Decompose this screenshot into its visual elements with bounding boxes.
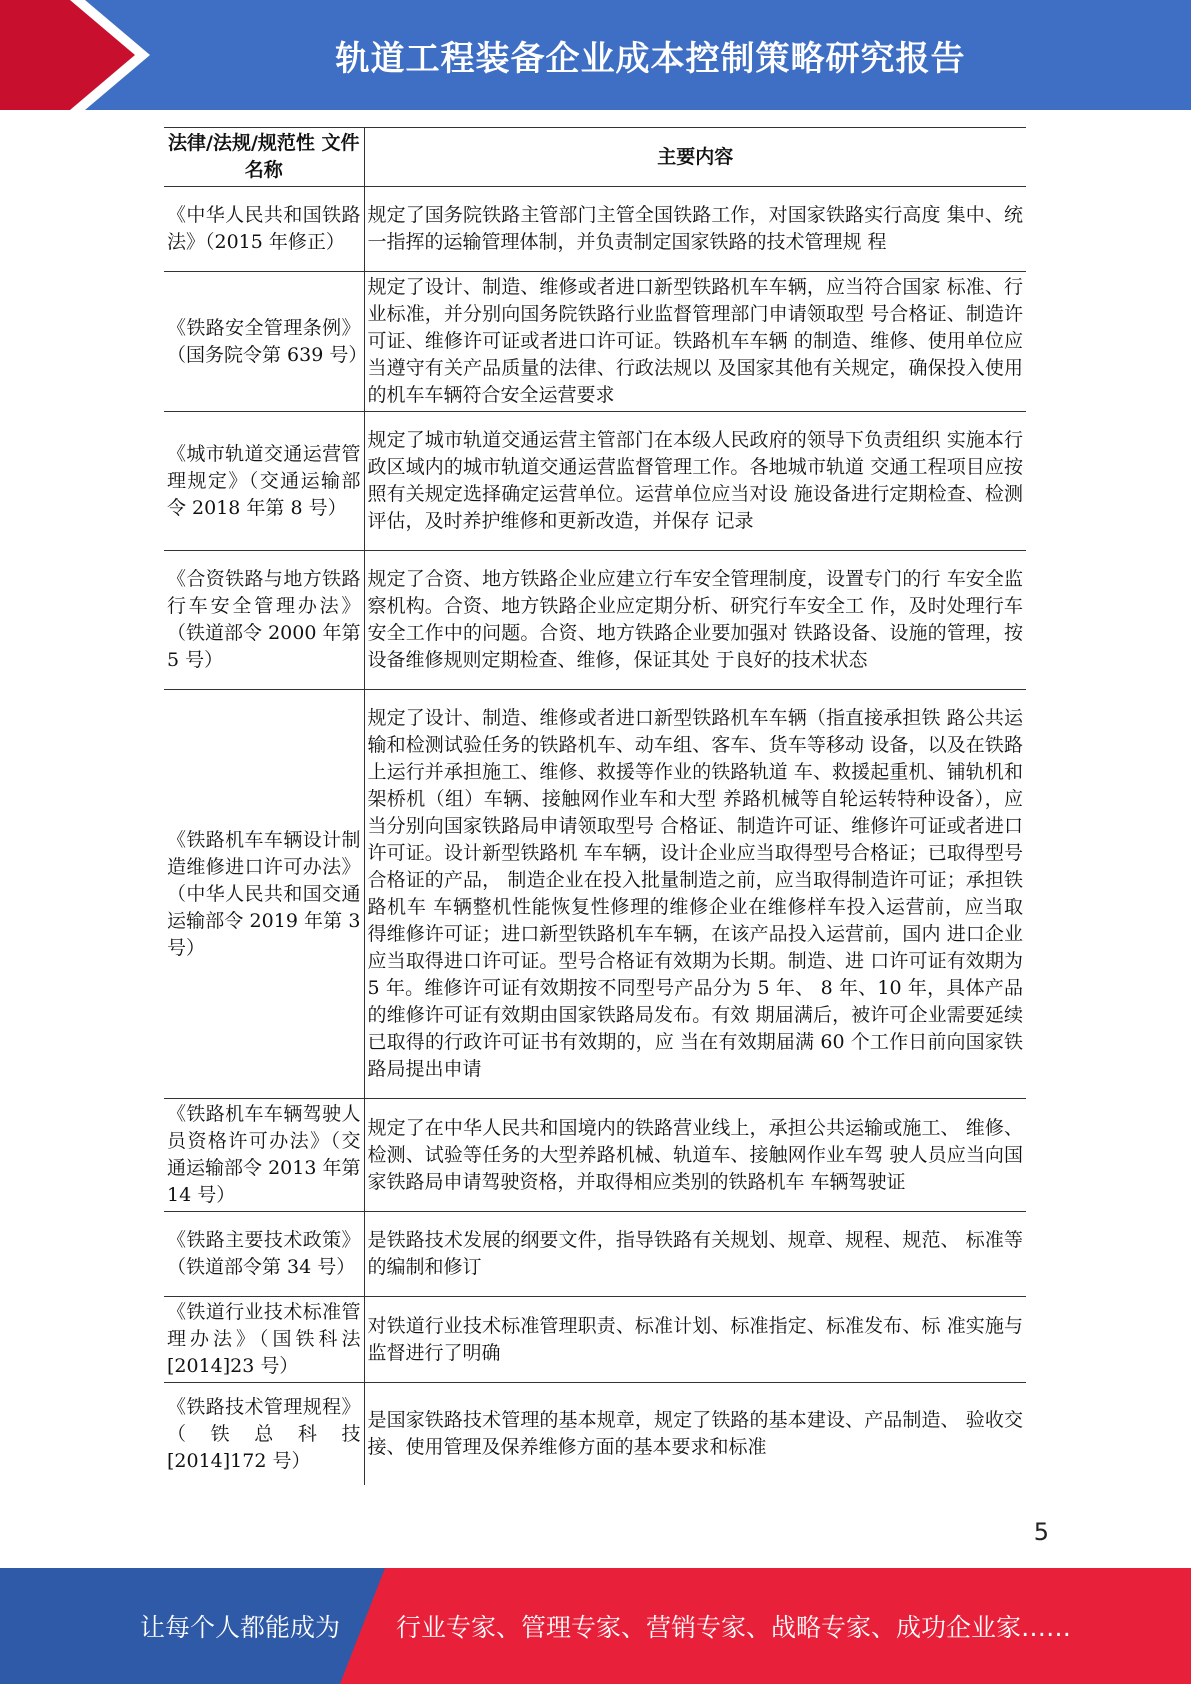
regulation-content: 规定了在中华人民共和国境内的铁路营业线上，承担公共运输或施工、 维修、检测、试验等任务的大型养路机械、轨道车、接触网作业车驾 驶人员应当向国家铁路局申请驾驶资格，并取得相应类别的铁路机车 车辆驾驶证 xyxy=(364,1099,1026,1212)
regulation-content: 规定了城市轨道交通运营主管部门在本级人民政府的领导下负责组织 实施本行政区域内的城市轨道交通运营监督管理工作。各地城市轨道 交通工程项目应按照有关规定选择确定运营单位。运营单位应当对设 施设备进行定期检查、检测评估，及时养护维修和更新改造，并保存 记录 xyxy=(364,412,1026,551)
table-row xyxy=(164,1099,1026,1212)
table-row xyxy=(164,551,1026,690)
footer-banner xyxy=(0,1568,1191,1684)
table-row xyxy=(164,187,1026,272)
regulation-name: 《中华人民共和国铁路法》（2015 年修正） xyxy=(164,187,364,272)
regulation-content: 规定了设计、制造、维修或者进口新型铁路机车车辆（指直接承担铁 路公共运输和检测试验任务的铁路机车、动车组、客车、货车等移动 设备，以及在铁路上运行并承担施工、维修、救援等作业的铁路轨道 车、救援起重机、铺轨机和架桥机（组）车辆、接触网作业车和大型 养路机械等自轮运转特种设备），应当分别向国家铁路局申请领取型号 合格证、制造许可证、维修许可证或者进口许可证。设计新型铁路机 车车辆，设计企业应当取得型号合格证；已取得型号合格证的产品， 制造企业在投入批量制造之前，应当取得制造许可证；承担铁路机车 车辆整机性能恢复性修理的维修企业在维修样车投入运营前，应当取 得维修许可证；进口新型铁路机车车辆，在该产品投入运营前，国内 进口企业应当取得进口许可证。型号合格证有效期为长期。制造、进 口许可证有效期为 5 年。维修许可证有效期按不同型号产品分为 5 年、 8 年、10 年，具体产品的维修许可证有效期由国家铁路局发布。有效 期届满后，被许可企业需要延续已取得的行政许可证书有效期的，应 当在有效期届满 60 个工作日前向国家铁路局提出申请 xyxy=(364,690,1026,1099)
header-cell-content: 主要内容 xyxy=(364,128,1026,187)
regulation-name: 《铁路安全管理条例》（国务院令第 639 号） xyxy=(164,272,364,412)
table-row xyxy=(164,1212,1026,1297)
footer-slogan-left: 让每个人都能成为 xyxy=(140,1613,341,1642)
regulation-content: 规定了设计、制造、维修或者进口新型铁路机车车辆，应当符合国家 标准、行业标准，并分别向国务院铁路行业监督管理部门申请领取型 号合格证、制造许可证、维修许可证或者进口许可证。铁路机车车辆 的制造、维修、使用单位应当遵守有关产品质量的法律、行政法规以 及国家其他有关规定，确保投入使用的机车车辆符合安全运营要求 xyxy=(364,272,1026,412)
regulation-name: 《铁道行业技术标准管理办法》（国铁科法[2014]23 号） xyxy=(164,1297,364,1383)
header-cell-name: 法律/法规/规范性 文件名称 xyxy=(164,128,364,187)
regulation-content: 对铁道行业技术标准管理职责、标准计划、标准指定、标准发布、标 准实施与监督进行了明确 xyxy=(364,1297,1026,1383)
regulation-content: 规定了合资、地方铁路企业应建立行车安全管理制度，设置专门的行 车安全监察机构。合资、地方铁路企业应定期分析、研究行车安全工 作，及时处理行车安全工作中的问题。合资、地方铁路企业要加强对 铁路设备、设施的管理，按设备维修规则定期检查、维修，保证其处 于良好的技术状态 xyxy=(364,551,1026,690)
regulation-content: 是国家铁路技术管理的基本规章，规定了铁路的基本建设、产品制造、 验收交接、使用管理及保养维修方面的基本要求和标准 xyxy=(364,1383,1026,1486)
table-row xyxy=(164,1383,1026,1486)
regulation-name: 《铁路机车车辆设计制造维修进口许可办法》（中华人民共和国交通运输部令 2019 年第 3 号） xyxy=(164,690,364,1099)
regulation-content: 规定了国务院铁路主管部门主管全国铁路工作，对国家铁路实行高度 集中、统一指挥的运输管理体制，并负责制定国家铁路的技术管理规 程 xyxy=(364,187,1026,272)
page-number: 5 xyxy=(1033,1518,1049,1546)
regulation-name: 《合资铁路与地方铁路行车安全管理办法》（铁道部令 2000 年第 5 号） xyxy=(164,551,364,690)
table-row xyxy=(164,1297,1026,1383)
table-row xyxy=(164,412,1026,551)
footer-slogan-right: 行业专家、管理专家、营销专家、战略专家、成功企业家…… xyxy=(396,1613,1072,1642)
regulation-name: 《铁路机车车辆驾驶人员资格许可办法》（交通运输部令 2013 年第 14 号） xyxy=(164,1099,364,1212)
table-row xyxy=(164,690,1026,1099)
table-header-row xyxy=(164,128,1026,187)
regulation-content: 是铁路技术发展的纲要文件，指导铁路有关规划、规章、规程、规范、 标准等的编制和修订 xyxy=(364,1212,1026,1297)
regulation-name: 《铁路主要技术政策》（铁道部令第 34 号） xyxy=(164,1212,364,1297)
regulation-name: 《城市轨道交通运营管理规定》（交通运输部令 2018 年第 8 号） xyxy=(164,412,364,551)
report-title: 轨道工程装备企业成本控制策略研究报告 xyxy=(335,38,966,79)
header-banner xyxy=(0,0,1191,110)
regulations-table xyxy=(164,127,1026,1485)
regulation-name: 《铁路技术管理规程》（铁总科技 [2014]172 号） xyxy=(164,1383,364,1486)
table-row xyxy=(164,272,1026,412)
